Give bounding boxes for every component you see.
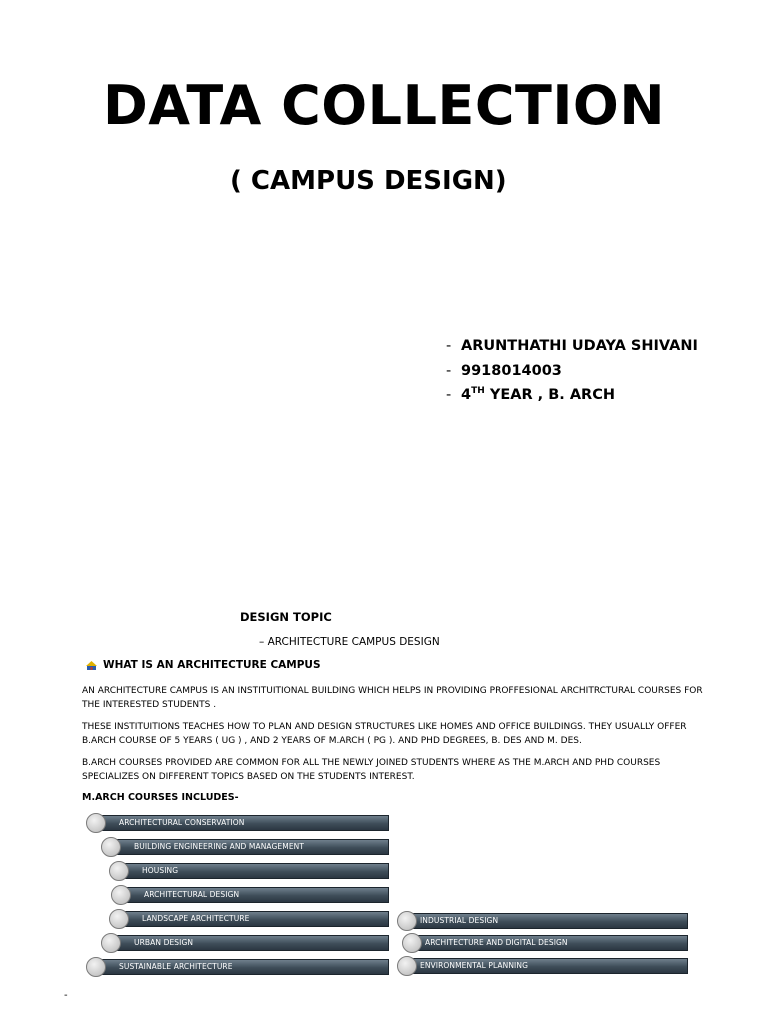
courses-label: M.ARCH COURSES INCLUDES-: [82, 792, 239, 803]
course-circle-icon: [111, 885, 131, 905]
paragraph-institutions: THESE INSTITUITIONS TEACHES HOW TO PLAN AND DESIGN STRUCTURES LIKE HOMES AND OFFICE BUILDINGS. THEY USUALLY OFFER B.ARCH COURSE OF 5 YEARS ( UG ) , AND 2 YEARS OF M.ARCH ( PG ). AND PHD DEGREES, B. DES AND M. DES.: [82, 722, 687, 746]
course-bar: URBAN DESIGN: [111, 935, 389, 951]
document-title: DATA COLLECTION: [102, 74, 666, 137]
course-item-left: [111, 839, 389, 855]
course-item-right: [407, 913, 688, 929]
section-heading: [86, 659, 321, 671]
author-info-list: [446, 334, 698, 408]
course-item-right: [407, 958, 688, 974]
document-subtitle: ( CAMPUS DESIGN): [230, 166, 507, 196]
course-circle-icon: [109, 909, 129, 929]
author-year-number: 4: [461, 387, 472, 403]
author-phone-item: [446, 359, 698, 384]
course-bar: BUILDING ENGINEERING AND MANAGEMENT: [111, 839, 389, 855]
course-item-left: [119, 911, 389, 927]
course-item-left: [121, 887, 389, 903]
course-circle-icon: [402, 933, 422, 953]
course-item-right: [412, 935, 688, 951]
course-bar: LANDSCAPE ARCHITECTURE: [119, 911, 389, 927]
course-bar: SUSTAINABLE ARCHITECTURE: [96, 959, 389, 975]
author-year-item: [446, 383, 698, 408]
course-circle-icon: [109, 861, 129, 881]
section-heading-text: WHAT IS AN ARCHITECTURE CAMPUS: [103, 659, 321, 671]
course-circle-icon: [101, 933, 121, 953]
course-bar: ARCHITECTURE AND DIGITAL DESIGN: [412, 935, 688, 951]
course-item-left: [96, 959, 389, 975]
list-dash: -: [446, 387, 452, 403]
course-bar: ENVIRONMENTAL PLANNING: [407, 958, 688, 974]
course-bar: INDUSTRIAL DESIGN: [407, 913, 688, 929]
course-bar: ARCHITECTURAL DESIGN: [121, 887, 389, 903]
paragraph-courses: B.ARCH COURSES PROVIDED ARE COMMON FOR ALL THE NEWLY JOINED STUDENTS WHERE AS THE M.ARCH AND PHD COURSES SPECIALIZES ON DIFFERENT TOPICS BASED ON THE STUDENTS INTEREST.: [82, 758, 661, 782]
course-bar: ARCHITECTURAL CONSERVATION: [96, 815, 389, 831]
author-phone: 9918014003: [461, 362, 562, 379]
list-dash: -: [446, 338, 452, 354]
course-circle-icon: [86, 957, 106, 977]
author-year-suffix: TH: [471, 386, 485, 396]
campus-bullet-icon: [86, 660, 97, 671]
course-item-left: [111, 935, 389, 951]
course-circle-icon: [86, 813, 106, 833]
paragraph-definition: AN ARCHITECTURE CAMPUS IS AN INSTITUITIONAL BUILDING WHICH HELPS IN PROVIDING PROFFESIONAL ARCHITRCTURAL COURSES FOR THE INTERESTED STUDENTS .: [82, 686, 703, 710]
course-circle-icon: [397, 956, 417, 976]
footer-dash: -: [64, 990, 68, 1001]
course-circle-icon: [101, 837, 121, 857]
design-topic-line: – ARCHITECTURE CAMPUS DESIGN: [259, 636, 440, 648]
author-name-item: [446, 334, 698, 359]
author-name: ARUNTHATHI UDAYA SHIVANI: [461, 338, 698, 354]
design-topic-heading: DESIGN TOPIC: [240, 610, 332, 624]
course-bar: HOUSING: [119, 863, 389, 879]
author-year-text: YEAR , B. ARCH: [484, 387, 615, 403]
list-dash: -: [446, 362, 452, 379]
course-item-left: [119, 863, 389, 879]
course-item-left: [96, 815, 389, 831]
course-circle-icon: [397, 911, 417, 931]
